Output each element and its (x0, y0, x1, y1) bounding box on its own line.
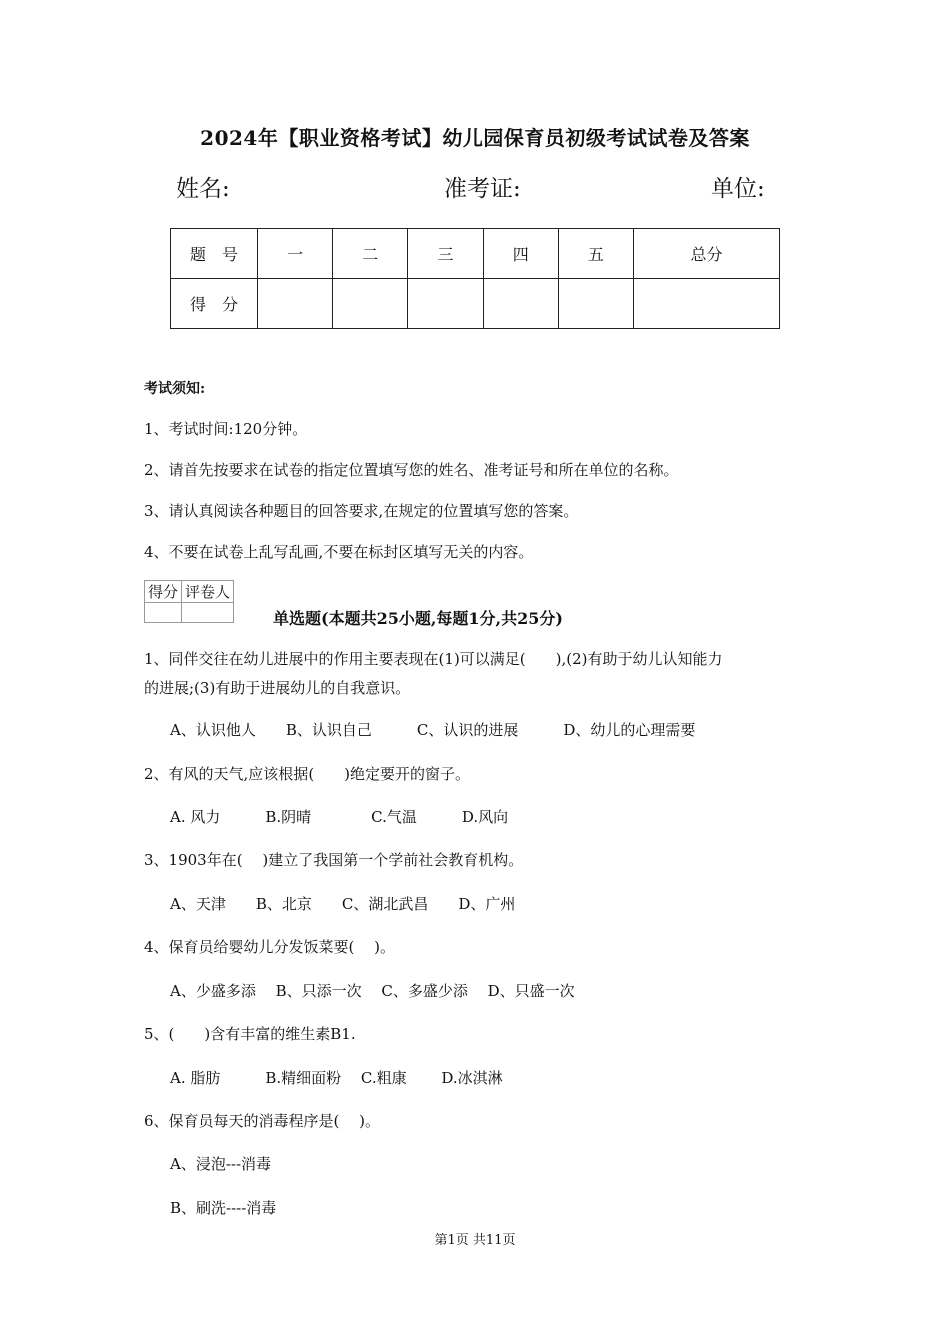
row-header-score: 得 分 (171, 279, 258, 329)
question-1-text: 1、同伴交往在幼儿进展中的作用主要表现在(1)可以满足( ),(2)有助于幼儿认知能力 (144, 650, 723, 668)
score-table-score-row (171, 279, 780, 329)
question-6-option-a: A、浸泡---消毒 (170, 1155, 272, 1173)
column-3: 三 (408, 229, 483, 279)
section-title: 单选题(本题共25小题,每题1分,共25分) (273, 609, 563, 628)
row-header-question-number: 题 号 (171, 229, 258, 279)
page-footer: 第1页 共11页 (434, 1233, 516, 1248)
column-1: 一 (258, 229, 333, 279)
grader-score-label: 得分 (145, 581, 182, 603)
column-4: 四 (483, 229, 558, 279)
score-cell[interactable] (634, 279, 780, 329)
question-4-text: 4、保育员给婴幼儿分发饭菜要( )。 (144, 938, 396, 956)
column-total: 总分 (634, 229, 780, 279)
score-cell[interactable] (483, 279, 558, 329)
score-table (170, 228, 780, 329)
unit-label: 单位: (711, 176, 765, 202)
column-2: 二 (333, 229, 408, 279)
score-cell[interactable] (558, 279, 633, 329)
question-6-option-b: B、刷洗----消毒 (170, 1199, 277, 1217)
name-label: 姓名: (176, 176, 230, 202)
grader-name-label: 评卷人 (182, 581, 234, 603)
question-3-text: 3、1903年在( )建立了我国第一个学前社会教育机构。 (144, 851, 524, 869)
question-2-options: A. 风力 B.阴晴 C.气温 D.风向 (170, 808, 509, 826)
exam-id-label: 准考证: (444, 176, 521, 202)
grader-name-cell[interactable] (182, 603, 234, 623)
question-1-options: A、认识他人 B、认识自己 C、认识的进展 D、幼儿的心理需要 (170, 721, 696, 739)
notice-item: 4、不要在试卷上乱写乱画,不要在标封区填写无关的内容。 (144, 543, 534, 561)
question-6-text: 6、保育员每天的消毒程序是( )。 (144, 1112, 381, 1130)
notice-item: 3、请认真阅读各种题目的回答要求,在规定的位置填写您的答案。 (144, 502, 579, 520)
question-5-text: 5、( )含有丰富的维生素B1. (144, 1025, 356, 1043)
score-cell[interactable] (258, 279, 333, 329)
question-4-options: A、少盛多添 B、只添一次 C、多盛少添 D、只盛一次 (170, 982, 575, 1000)
notice-item: 2、请首先按要求在试卷的指定位置填写您的姓名、准考证号和所在单位的名称。 (144, 461, 679, 479)
question-5-options: A. 脂肪 B.精细面粉 C.粗康 D.冰淇淋 (170, 1069, 503, 1087)
question-2-text: 2、有风的天气,应该根据( )绝定要开的窗子。 (144, 765, 471, 783)
grader-box (144, 580, 234, 623)
notice-heading: 考试须知: (144, 381, 206, 397)
grader-score-cell[interactable] (145, 603, 182, 623)
question-1-text-cont: 的进展;(3)有助于进展幼儿的自我意识。 (144, 679, 411, 697)
score-cell[interactable] (408, 279, 483, 329)
question-3-options: A、天津 B、北京 C、湖北武昌 D、广州 (170, 895, 516, 913)
column-5: 五 (558, 229, 633, 279)
score-table-header-row (171, 229, 780, 279)
score-cell[interactable] (333, 279, 408, 329)
page-title: 2024年【职业资格考试】幼儿园保育员初级考试试卷及答案 (200, 126, 750, 150)
notice-item: 1、考试时间:120分钟。 (144, 420, 308, 438)
